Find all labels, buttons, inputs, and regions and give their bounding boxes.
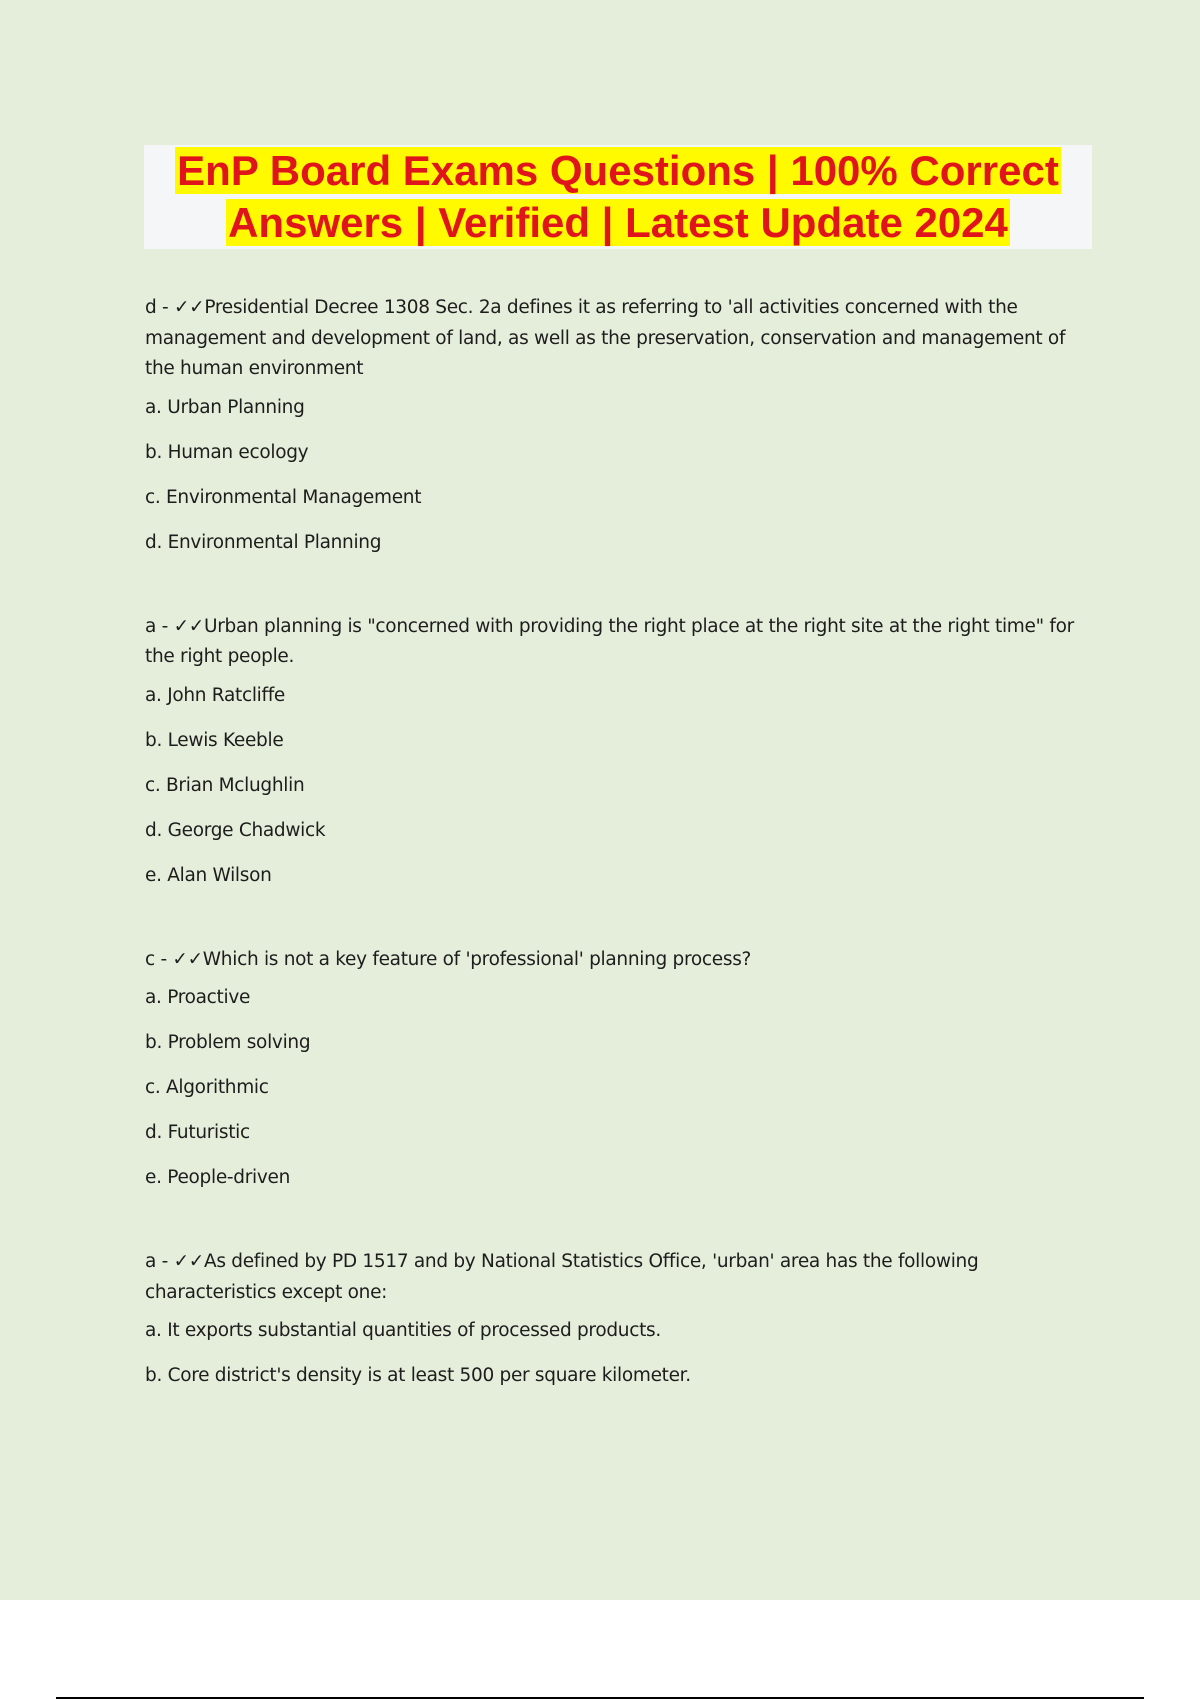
- question-text: a - ✓✓As defined by PD 1517 and by National Statistics Office, 'urban' area has the following characteristics except one:: [145, 1251, 979, 1303]
- question-block: [145, 612, 1085, 898]
- answer-option: e. People-driven: [145, 1167, 291, 1188]
- answer-option: e. Alan Wilson: [145, 864, 272, 886]
- question-block: [145, 945, 1085, 1201]
- answer-option: b. Core district's density is at least 500 per square kilometer.: [145, 1365, 691, 1386]
- answer-option: c. Algorithmic: [145, 1077, 269, 1098]
- question-block: [145, 1247, 1085, 1398]
- answer-option: a. It exports substantial quantities of processed products.: [145, 1320, 661, 1341]
- answer-option: a. John Ratcliffe: [145, 684, 286, 706]
- answer-option: b. Human ecology: [145, 441, 309, 463]
- answer-option: b. Problem solving: [145, 1032, 311, 1053]
- title-line-1: EnP Board Exams Questions | 100% Correct: [177, 147, 1059, 194]
- question-list: [145, 293, 1085, 1398]
- title-line-2: Answers | Verified | Latest Update 2024: [228, 199, 1008, 246]
- answer-option: a. Proactive: [145, 987, 251, 1008]
- answer-option: c. Environmental Management: [145, 486, 422, 508]
- document-title: [144, 145, 1092, 249]
- section-gap: [145, 565, 1085, 612]
- question-text: a - ✓✓Urban planning is "concerned with providing the right place at the right site at the right time" for the right people.: [145, 615, 1074, 667]
- section-gap: [145, 1200, 1085, 1247]
- section-gap: [145, 898, 1085, 945]
- answer-option: c. Brian Mclughlin: [145, 774, 305, 796]
- footer-rule: [56, 1697, 1144, 1699]
- answer-option: b. Lewis Keeble: [145, 729, 284, 751]
- question-block: [145, 293, 1085, 565]
- question-text: d - ✓✓Presidential Decree 1308 Sec. 2a defines it as referring to 'all activities concerned with the management and development of land, as well as the preservation, conservation and management of the human environment: [145, 297, 1066, 379]
- answer-option: d. Environmental Planning: [145, 531, 382, 553]
- answer-option: d. Futuristic: [145, 1122, 250, 1143]
- answer-option: d. George Chadwick: [145, 819, 326, 841]
- question-text: c - ✓✓Which is not a key feature of 'professional' planning process?: [145, 948, 752, 970]
- answer-option: a. Urban Planning: [145, 396, 305, 418]
